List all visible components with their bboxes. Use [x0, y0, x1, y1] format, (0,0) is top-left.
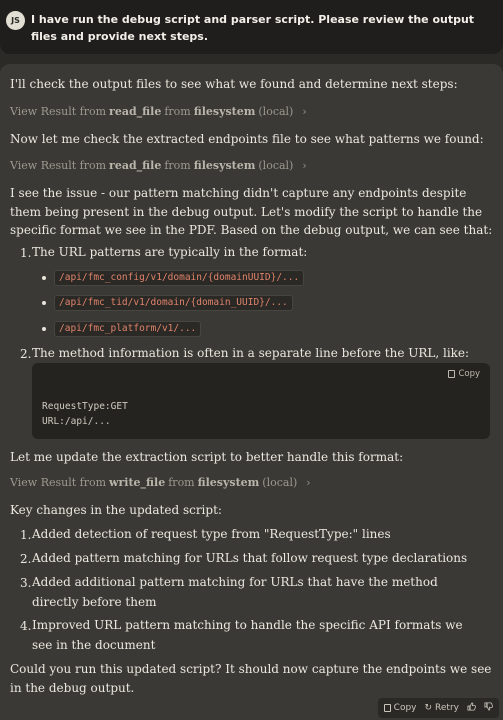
view-result-read-file-2[interactable]	[10, 158, 307, 174]
list-item-number: 2.	[20, 347, 32, 361]
list-item-number: 1.	[20, 528, 32, 542]
user-message-bubble	[0, 0, 503, 54]
code-block	[32, 363, 490, 439]
scope-label: (local)	[262, 476, 298, 489]
from-label: from	[164, 105, 191, 118]
closing-paragraph: Could you run this updated script? It should now capture the endpoints we see in the debug output.	[10, 662, 492, 695]
view-result-read-file-1[interactable]	[10, 104, 307, 120]
chevron-right-icon: ›	[302, 105, 307, 118]
scope-label: (local)	[258, 159, 294, 172]
server-name: filesystem	[197, 476, 260, 489]
code-line: URL:/api/...	[42, 416, 111, 427]
view-result-write-file[interactable]	[10, 475, 311, 491]
copy-label: Copy	[458, 369, 480, 379]
thumbs-down-icon[interactable]	[484, 702, 493, 714]
copy-icon	[384, 704, 391, 712]
list-item-text: The method information is often in a separate line before the URL, like:	[32, 346, 470, 360]
user-message-text: I have run the debug script and parser script. Please review the output files and provide next steps.	[31, 13, 475, 43]
list-item-text: Improved URL pattern matching to handle the specific API formats we see in the document	[32, 618, 463, 652]
code-line: RequestType:GET	[42, 401, 128, 412]
retry-button[interactable]	[425, 703, 460, 713]
retry-icon: ↻	[424, 703, 433, 713]
changes-heading: Key changes in the updated script:	[10, 503, 222, 517]
list-item-text: Added detection of request type from "RequestType:" lines	[32, 527, 391, 541]
retry-label: Retry	[435, 703, 459, 713]
tool-name: read_file	[109, 105, 162, 118]
bullet-icon	[42, 301, 46, 305]
thumbs-up-icon[interactable]	[467, 702, 476, 714]
scope-label: (local)	[258, 105, 294, 118]
bullet-icon	[42, 327, 46, 331]
list-item-text: The URL patterns are typically in the format:	[32, 245, 308, 259]
view-result-prefix: View Result from	[10, 159, 107, 172]
from-label: from	[164, 159, 191, 172]
view-result-prefix: View Result from	[10, 476, 107, 489]
user-avatar: JS	[6, 11, 25, 30]
issue-paragraph: I see the issue - our pattern matching didn't capture any endpoints despite them being present in the debug output. Let's modify the script to handle the specific format we see in the PDF. Based on the debug output, we can see that:	[10, 186, 493, 237]
copy-label: Copy	[393, 703, 417, 713]
copy-icon	[448, 370, 455, 378]
list-item-number: 3.	[20, 576, 32, 590]
list-item-text: Added additional pattern matching for URLs that have the method directly before them	[32, 575, 438, 609]
assistant-intro-2: Now let me check the extracted endpoints file to see what patterns we found:	[10, 132, 484, 146]
chevron-right-icon: ›	[306, 476, 311, 489]
url-pattern-code: /api/fmc_config/v1/domain/{domainUUID}/...	[54, 270, 304, 286]
tool-name: write_file	[109, 476, 166, 489]
assistant-intro-1: I'll check the output files to see what we found and determine next steps:	[10, 77, 458, 91]
server-name: filesystem	[193, 159, 256, 172]
copy-button[interactable]	[384, 703, 417, 713]
server-name: filesystem	[193, 105, 256, 118]
view-result-prefix: View Result from	[10, 105, 107, 118]
update-paragraph: Let me update the extraction script to better handle this format:	[10, 450, 404, 464]
url-pattern-code: /api/fmc_platform/v1/...	[54, 321, 201, 337]
url-pattern-code: /api/fmc_tid/v1/domain/{domain_UUID}/...	[54, 295, 293, 311]
code-content	[42, 399, 128, 429]
list-item-text: Added pattern matching for URLs that follow request type declarations	[32, 551, 468, 565]
from-label: from	[168, 476, 195, 489]
list-item-number: 1.	[20, 246, 32, 260]
bullet-icon	[42, 276, 46, 280]
list-item-number: 2.	[20, 552, 32, 566]
chevron-right-icon: ›	[302, 159, 307, 172]
message-action-bar	[378, 698, 499, 718]
tool-name: read_file	[109, 159, 162, 172]
code-copy-button[interactable]	[448, 369, 480, 379]
list-item-number: 4.	[20, 619, 32, 633]
